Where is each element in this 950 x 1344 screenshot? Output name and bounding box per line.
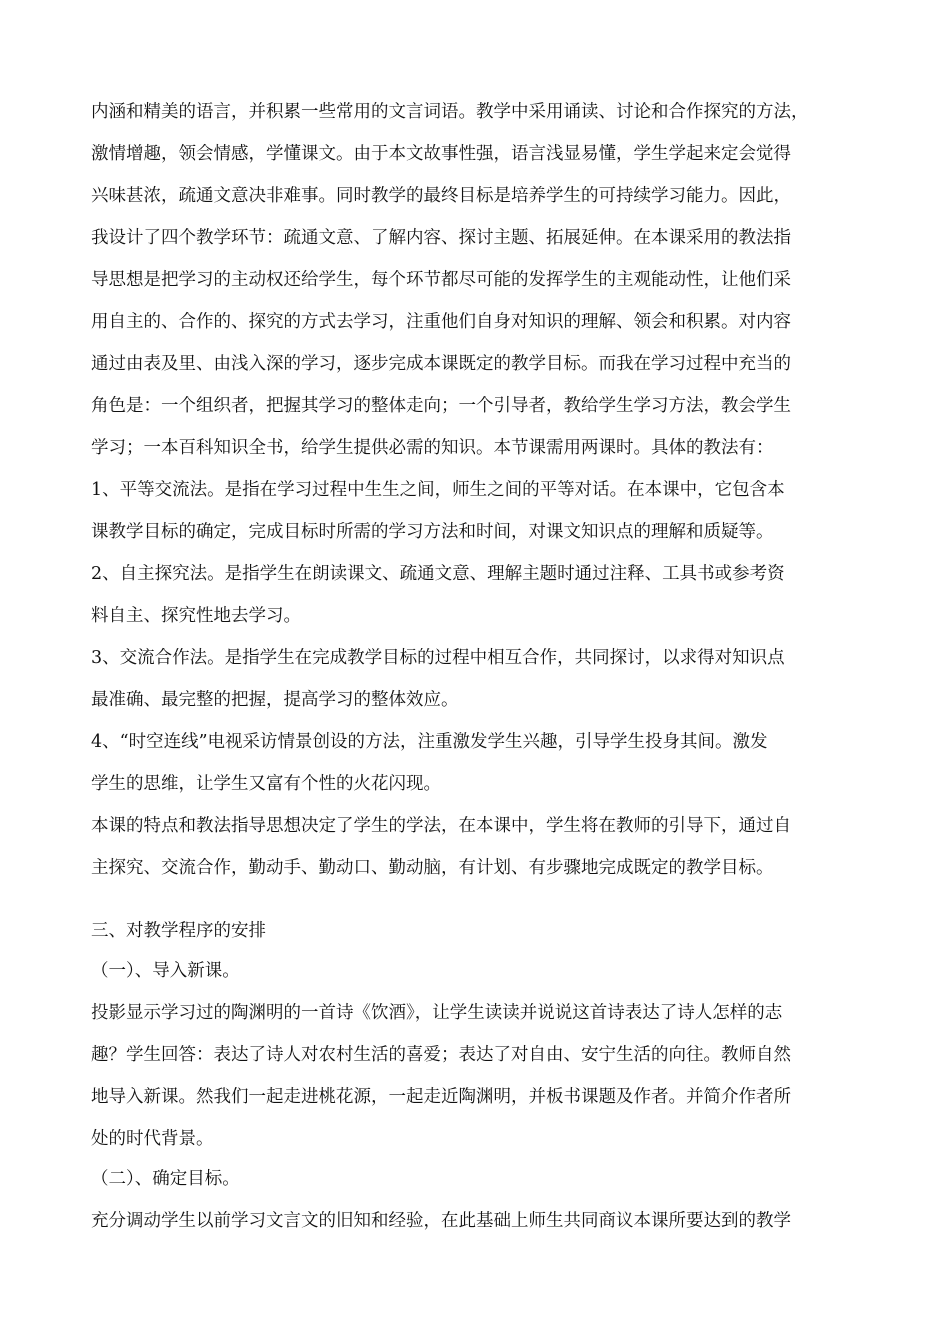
text-line: 激情增趣，领会情感，学懂课文。由于本文故事性强，语言浅显易懂，学生学起来定会觉得 bbox=[91, 144, 791, 164]
text-line: 课教学目标的确定，完成目标时所需的学习方法和时间，对课文知识点的理解和质疑等。 bbox=[91, 522, 774, 542]
text-line: 本课的特点和教法指导思想决定了学生的学法，在本课中，学生将在教师的引导下，通过自 bbox=[91, 816, 791, 836]
list-item-line: 4、“时空连线”电视采访情景创设的方法，注重激发学生兴趣，引导学生投身其间。激发 bbox=[91, 732, 768, 752]
text-line: 学习；一本百科知识全书，给学生提供必需的知识。本节课需用两课时。具体的教法有： bbox=[91, 438, 774, 458]
text-line: 学生的思维，让学生又富有个性的火花闪现。 bbox=[91, 774, 441, 794]
list-item-line: 3、交流合作法。是指学生在完成教学目标的过程中相互合作，共同探讨，以求得对知识点 bbox=[91, 648, 785, 668]
text-line: 内涵和精美的语言，并积累一些常用的文言词语。教学中采用诵读、讨论和合作探究的方法， bbox=[91, 102, 809, 122]
section-heading: 三、对教学程序的安排 bbox=[91, 921, 266, 941]
text-line: 料自主、探究性地去学习。 bbox=[91, 606, 301, 626]
list-item-line: 2、自主探究法。是指学生在朗读课文、疏通文意、理解主题时通过注释、工具书或参考资 bbox=[91, 564, 785, 584]
text-line: 充分调动学生以前学习文言文的旧知和经验，在此基础上师生共同商议本课所要达到的教学 bbox=[91, 1211, 791, 1231]
text-line: 通过由表及里、由浅入深的学习，逐步完成本课既定的教学目标。而我在学习过程中充当的 bbox=[91, 354, 791, 374]
subsection-heading: （二）、确定目标。 bbox=[91, 1169, 240, 1189]
text-line: 用自主的、合作的、探究的方式去学习，注重他们自身对知识的理解、领会和积累。对内容 bbox=[91, 312, 791, 332]
text-line: 导思想是把学习的主动权还给学生，每个环节都尽可能的发挥学生的主观能动性，让他们采 bbox=[91, 270, 791, 290]
text-line: 地导入新课。然我们一起走进桃花源，一起走近陶渊明，并板书课题及作者。并简介作者所 bbox=[91, 1087, 791, 1107]
text-line: 兴味甚浓，疏通文意决非难事。同时教学的最终目标是培养学生的可持续学习能力。因此， bbox=[91, 186, 791, 206]
text-line: 处的时代背景。 bbox=[91, 1129, 214, 1149]
text-line: 投影显示学习过的陶渊明的一首诗《饮酒》，让学生读读并说说这首诗表达了诗人怎样的志 bbox=[91, 1003, 783, 1023]
subsection-heading: （一）、导入新课。 bbox=[91, 961, 240, 981]
text-line: 主探究、交流合作，勤动手、勤动口、勤动脑，有计划、有步骤地完成既定的教学目标。 bbox=[91, 858, 774, 878]
list-item-line: 1、平等交流法。是指在学习过程中生生之间，师生之间的平等对话。在本课中，它包含本 bbox=[91, 480, 785, 500]
text-line: 我设计了四个教学环节：疏通文意、了解内容、探讨主题、拓展延伸。在本课采用的教法指 bbox=[91, 228, 791, 248]
text-line: 趣？学生回答：表达了诗人对农村生活的喜爱；表达了对自由、安宁生活的向往。教师自然 bbox=[91, 1045, 791, 1065]
text-line: 角色是：一个组织者，把握其学习的整体走向；一个引导者，教给学生学习方法，教会学生 bbox=[91, 396, 791, 416]
text-line: 最准确、最完整的把握，提高学习的整体效应。 bbox=[91, 690, 459, 710]
